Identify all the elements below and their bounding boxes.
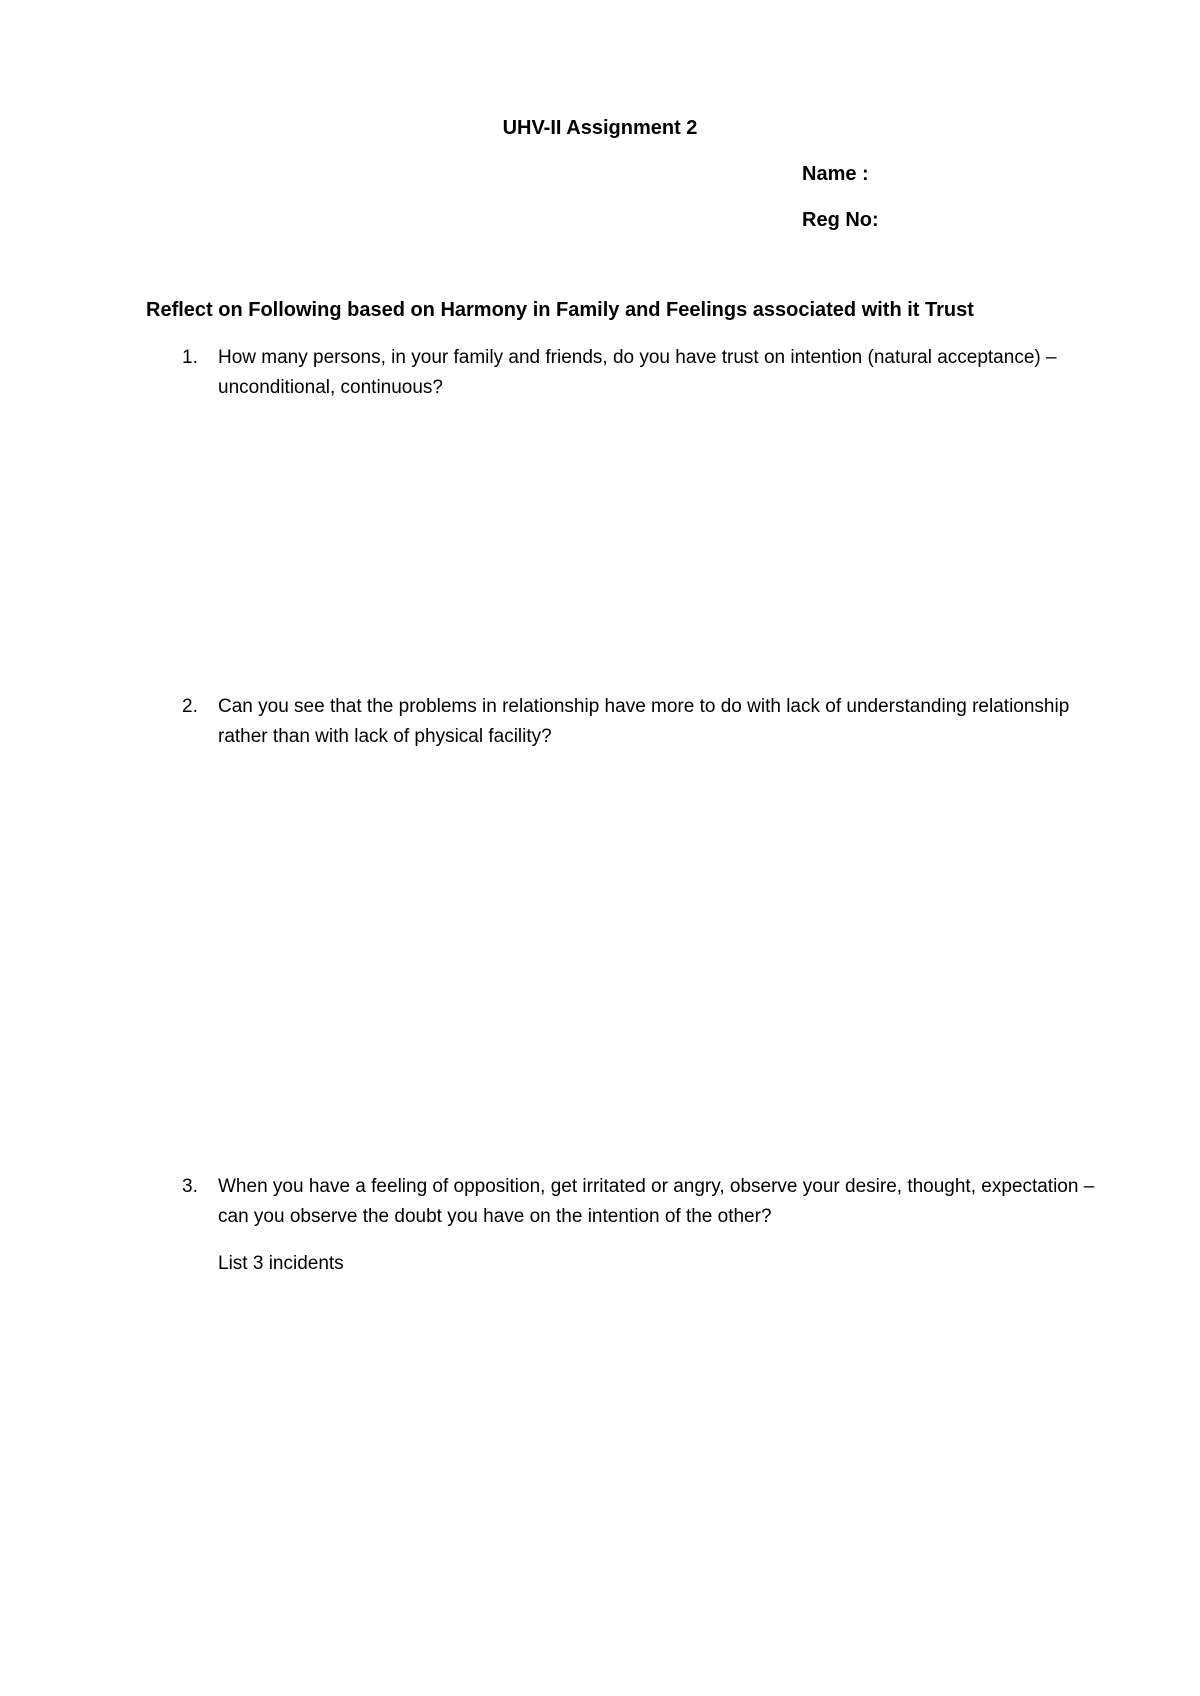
document-title: UHV-II Assignment 2: [502, 117, 698, 139]
list-incidents-note: List 3 incidents: [218, 1253, 344, 1274]
question-text: When you have a feeling of opposition, get irritated or angry, observe your desire, thought, expectation – can you observe the doubt you have on the intention of the other?: [218, 1176, 1095, 1227]
name-label: Name :: [802, 163, 869, 185]
question-number: 3.: [182, 1176, 198, 1197]
question-text: Can you see that the problems in relationship have more to do with lack of understanding relationship rather than with lack of physical facility?: [218, 696, 1070, 747]
question-text: How many persons, in your family and friends, do you have trust on intention (natural acceptance) – unconditional, continuous?: [218, 347, 1057, 398]
section-heading: Reflect on Following based on Harmony in Family and Feelings associated with it Trust: [146, 299, 974, 321]
question-number: 1.: [182, 347, 198, 368]
reg-no-label: Reg No:: [802, 209, 879, 231]
question-number: 2.: [182, 696, 198, 717]
